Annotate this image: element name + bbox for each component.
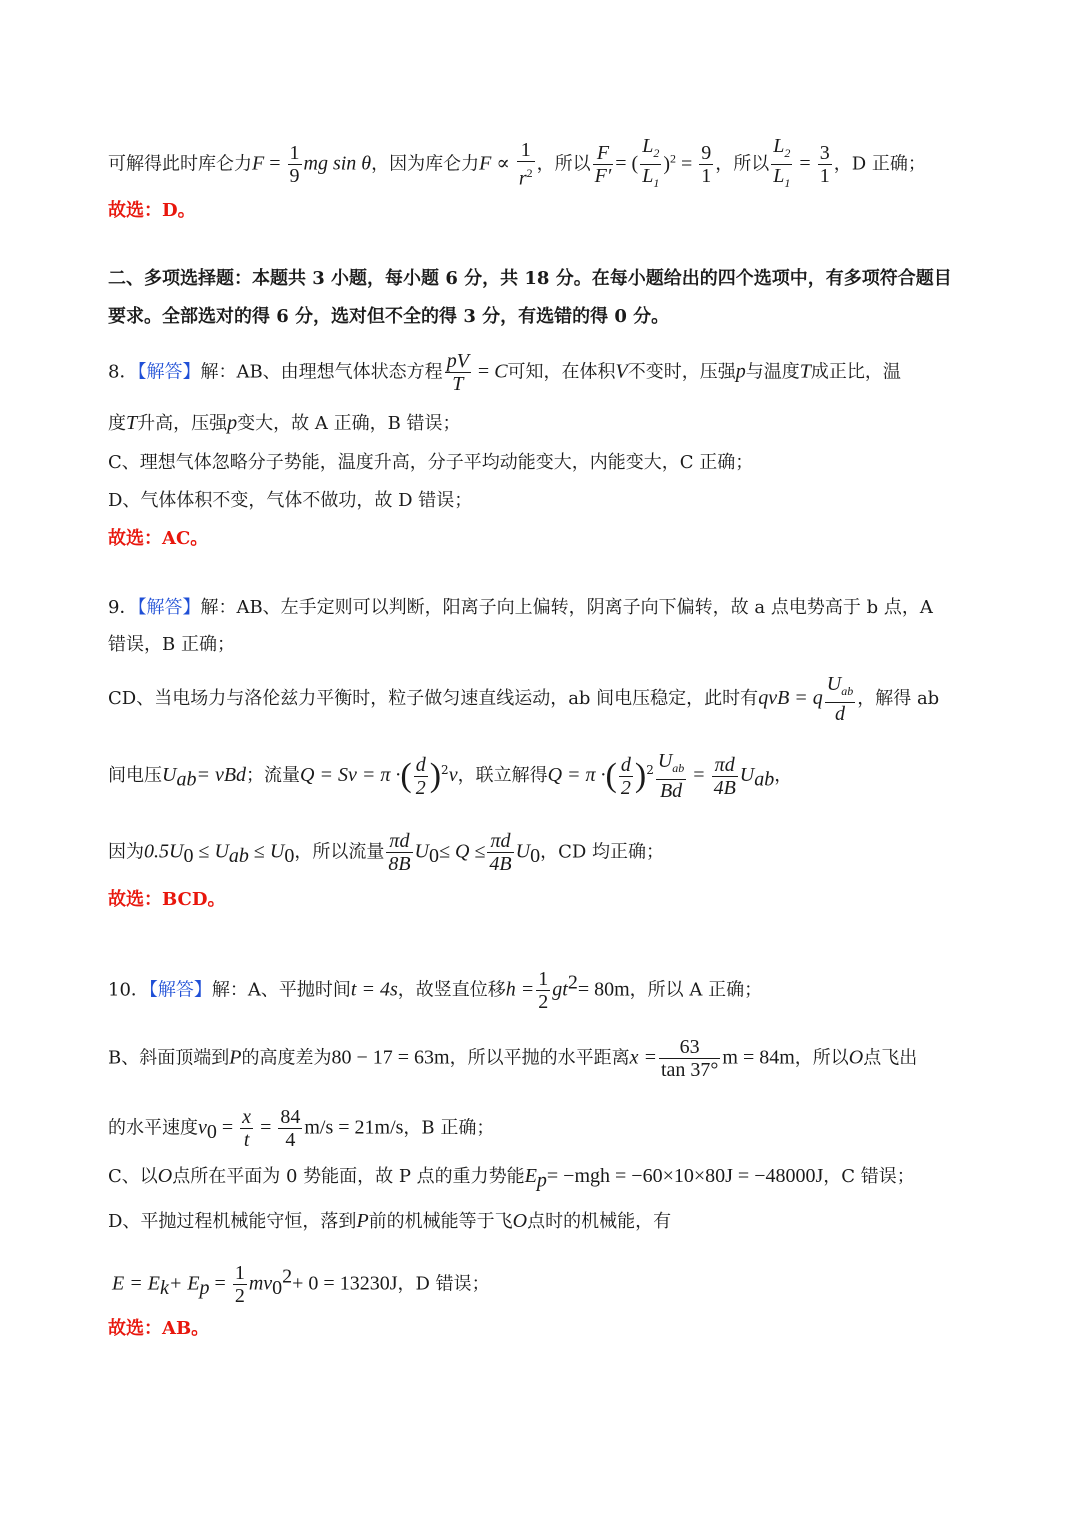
fraction-one-half: $\frac{1}{2}$: [538, 968, 549, 1013]
fraction-pid-over-8B: $\frac{\pi d}{8B}$: [388, 830, 411, 875]
fraction-one-half-b: $\frac{1}{2}$: [234, 1262, 245, 1307]
fraction-pid-over-4B-b: $\frac{\pi d}{4B}$: [489, 830, 512, 875]
solution-10-line-3: 的水平速度$v_0$ = $\frac{x}{t}$ = $\frac{84}{4}$ m/s = 21m/s，B 正确；: [108, 1106, 495, 1151]
solution-10-line-4: C、以O点所在平面为 0 势能面，故 P 点的重力势能$E_p= -mgh = -60\times 10\times 80J = -48000J$，C 错误；: [108, 1165, 915, 1192]
answer-10: 故选：AB。: [108, 1318, 210, 1339]
fraction-L2-over-L1: $\frac{L_2}{L_1}$: [642, 135, 660, 190]
fraction-pid-over-4B: $\frac{\pi d}{4B}$: [713, 753, 736, 799]
fraction-one-ninth: $\frac{1}{9}$: [289, 142, 300, 187]
solution-9-line-2: 错误，B 正确；: [108, 634, 235, 655]
answer-7: 故选：D。: [108, 200, 196, 221]
fraction-Uab-over-d: $\frac{U_{ab}}{d}$: [826, 673, 854, 725]
solution-10-line-6: $E = E_k+ E_p$ = $\frac{1}{2}$ $mv_0^2+ 0 = 13230J$，D 错误；: [112, 1262, 490, 1307]
fraction-63-over-tan37: $\frac{63}{\tan 37^\circ}$: [660, 1036, 719, 1081]
section-heading-line-1: 二、多项选择题：本题共 3 小题，每小题 6 分，共 18 分。在每小题给出的四个选项中，有多项符合题目: [108, 268, 952, 289]
answer-8: 故选：AC。: [108, 528, 209, 549]
fraction-84-over-4: $\frac{84}{4}$: [280, 1106, 301, 1151]
fraction-d-over-2: $\frac{d}{2}$: [415, 753, 426, 799]
solution-9-line-3: CD、当电场力与洛伦兹力平衡时，粒子做匀速直线运动，ab 间电压稳定，此时有qvB = q $\frac{U_{ab}}{d}$ ，解得 ab: [108, 673, 940, 725]
solution-9-line-1: 9．【解答】解：AB、左手定则可以判断，阳离子向上偏转，阴离子向下偏转，故 a 点电势高于 b 点，A: [108, 597, 933, 618]
solution-10-line-2: B、斜面顶端到P的高度差为80 − 17 = 63m，所以平抛的水平距离x = $\frac{63}{\tan 37^\circ}$ m = 84m，所以O点飞出: [108, 1036, 918, 1081]
fraction-nine-over-one: $\frac{9}{1}$: [701, 142, 712, 187]
solution-7-conclusion-line: 可解得此时库仑力F = $\frac{1}{9}$ mg sin θ，因为库仑力F ∝ $\frac{1}{r^2}$ ，所以 $\frac{F}{F'}$ = ( $\frac{L_2}{L_1}$ )$^2$ = $\frac{9}{1}$ ，所以 $\frac{L_2}{L_1}$ = $\frac{3}{1}$ ，D 正确；: [108, 135, 988, 194]
answer-9: 故选：BCD。: [108, 889, 226, 910]
fraction-three-over-one: $\frac{3}{1}$: [819, 142, 830, 187]
solution-10-line-5: D、平抛过程机械能守恒，落到P前的机械能等于飞O点时的机械能，有: [108, 1210, 672, 1232]
solution-8-line-3: C、理想气体忽略分子势能，温度升高，分子平均动能变大，内能变大，C 正确；: [108, 452, 754, 473]
fraction-pV-over-T: $\frac{pV}{T}$: [446, 350, 469, 395]
solution-9-line-4: 间电压$U_{ab}=$ vBd；流量Q = Sv = π ·( $\frac{d}{2}$ )$^2$v，联立解得Q = π ·( $\frac{d}{2}$ )$^2$ $\frac{U_{ab}}{Bd}$ = $\frac{\pi d}{4B}$ $U_{ab}$，: [108, 750, 793, 802]
fraction-L2-over-L1-b: $\frac{L_2}{L_1}$: [773, 135, 791, 190]
solution-8-line-1: 8．【解答】解：AB、由理想气体状态方程 $\frac{pV}{T}$ = C可知，在体积V不变时，压强p与温度T成正比，温: [108, 350, 901, 395]
solution-8-line-4: D、气体体积不变，气体不做功，故 D 错误；: [108, 490, 473, 511]
solution-9-line-5: 因为$0.5U_0 \le U_{ab} \le U_0$，所以流量 $\frac{\pi d}{8B}$ $U_0\le Q$ ≤ $\frac{\pi d}{4B}$ $U_0$，CD 均正确；: [108, 830, 665, 875]
fraction-Uab-over-Bd: $\frac{U_{ab}}{Bd}$: [657, 750, 685, 802]
section-heading-line-2: 要求。全部选对的得 6 分，选对但不全的得 3 分，有选错的得 0 分。: [108, 306, 670, 327]
fraction-F-over-Fprime: $\frac{F}{F'}$: [594, 142, 612, 187]
solution-10-line-1: 10．【解答】解：A、平抛时间t = 4s，故竖直位移h = $\frac{1}{2}$ $gt^2= 80m$，所以 A 正确；: [108, 968, 763, 1013]
fraction-one-over-r2: $\frac{1}{r^2}$: [518, 139, 533, 190]
fraction-d-over-2-b: $\frac{d}{2}$: [620, 753, 631, 799]
fraction-x-over-t: $\frac{x}{t}$: [242, 1106, 252, 1151]
solution-8-line-2: 度T升高，压强p变大，故 A 正确，B 错误；: [108, 412, 461, 434]
